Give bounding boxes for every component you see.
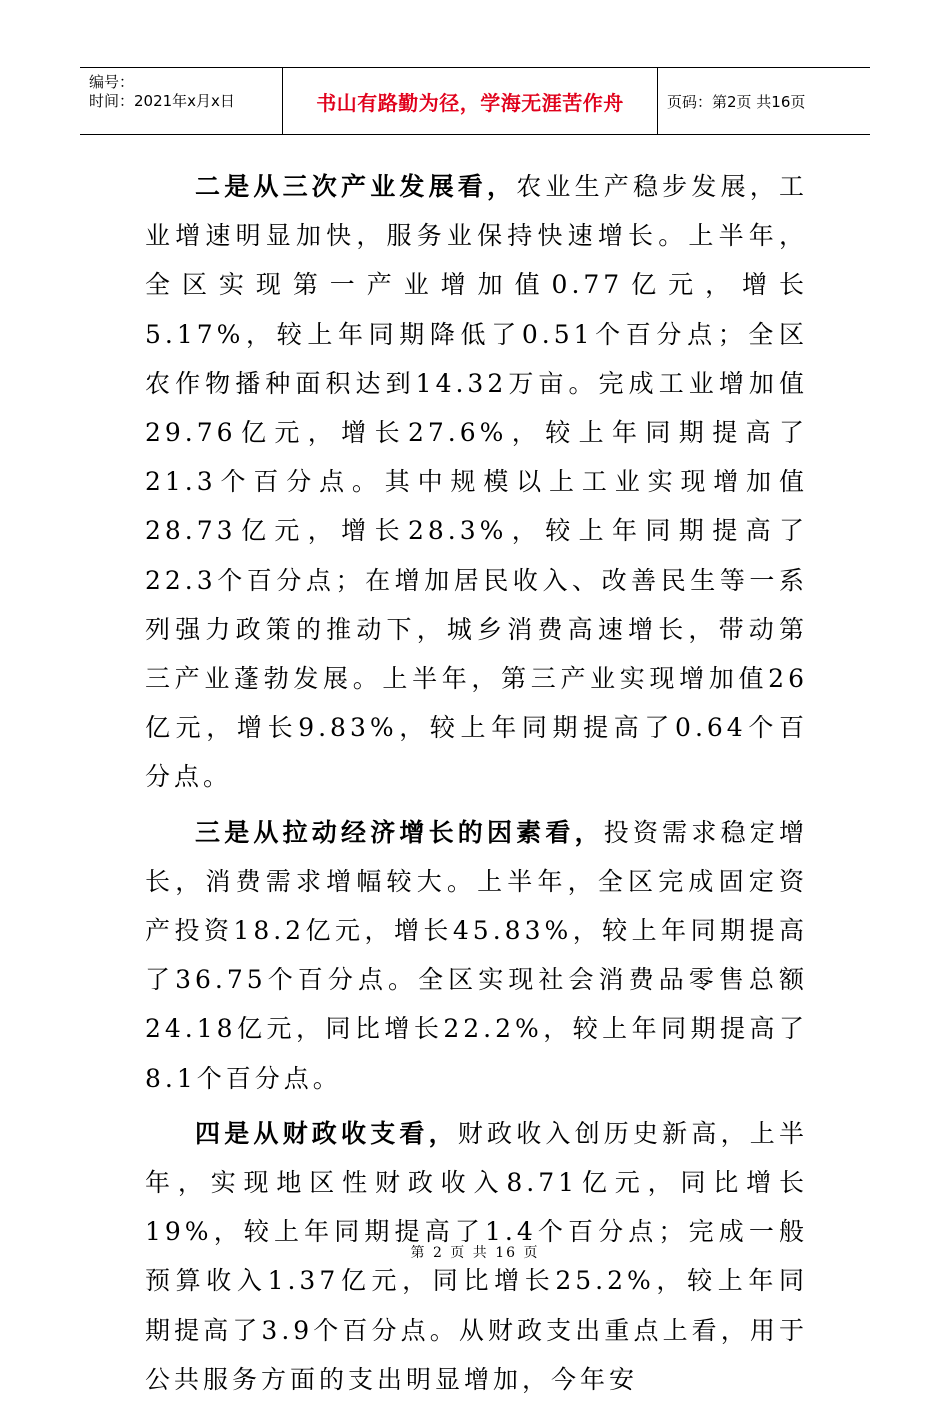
time-label: 时间：2021年x月x日 [89, 92, 235, 110]
paragraph-lead: 二是从三次产业发展看， [195, 172, 517, 201]
paragraph-lead: 四是从财政收支看， [195, 1118, 458, 1148]
page-header [80, 67, 870, 135]
paragraph-growth-factors [145, 808, 808, 1103]
paragraph-text: 财政收入创历史新高，上半年，实现地区性财政收入8.71亿元，同比增长19%，较上年同期提高了1.4个百分点；完成一般预算收入1.37亿元，同比增长25.2%，较上年同期提高了3.9个百分点。从财政支出重点上看，用于公共服务方面的支出明显增加，今年安 [145, 1118, 808, 1394]
header-page-code: 页码：第2页 共16页 [667, 92, 806, 111]
header-motto: 书山有路勤为径，学海无涯苦作舟 [283, 68, 658, 134]
paragraph-industry [145, 162, 808, 802]
paragraph-text: 投资需求稳定增长，消费需求增幅较大。上半年，全区完成固定资产投资18.2亿元，增长45.83%，较上年同期提高了36.75个百分点。全区实现社会消费品零售总额24.18亿元，同比增长22.2%，较上年同期提高了8.1个百分点。 [145, 817, 808, 1093]
paragraph-text: 农业生产稳步发展，工业增速明显加快，服务业保持快速增长。上半年，全区实现第一产业增加值0.77亿元，增长5.17%，较上年同期降低了0.51个百分点；全区农作物播种面积达到14.32万亩。完成工业增加值29.76亿元，增长27.6%，较上年同期提高了21.3个百分点。其中规模以上工业实现增加值28.73亿元，增长28.3%，较上年同期提高了22.3个百分点；在增加居民收入、改善民生等一系列强力政策的推动下，城乡消费高速增长，带动第三产业蓬勃发展。上半年，第三产业实现增加值26亿元，增长9.83%，较上年同期提高了0.64个百分点。 [145, 172, 808, 792]
page-footer: 第 2 页 共 16 页 [410, 1245, 540, 1261]
number-label: 编号： [89, 73, 135, 91]
document-body [145, 162, 808, 1410]
paragraph-lead: 三是从拉动经济增长的因素看， [195, 817, 604, 847]
header-meta [80, 68, 283, 134]
